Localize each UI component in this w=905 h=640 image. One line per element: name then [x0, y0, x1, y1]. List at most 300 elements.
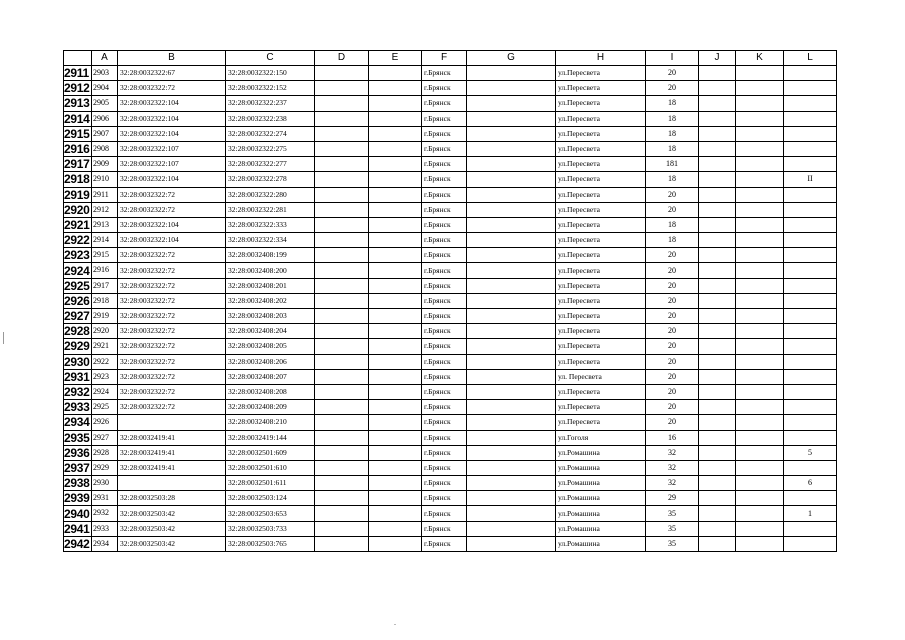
cell-h[interactable]: ул.Пересвета [556, 324, 646, 339]
cell-d[interactable] [315, 506, 369, 521]
cell-g[interactable] [467, 445, 556, 460]
cell-d[interactable] [315, 521, 369, 536]
cell-g[interactable] [467, 141, 556, 156]
cell-j[interactable] [699, 66, 736, 81]
cell-k[interactable] [736, 248, 784, 263]
cell-f[interactable]: г.Брянск [422, 384, 467, 399]
cell-k[interactable] [736, 384, 784, 399]
cell-d[interactable] [315, 354, 369, 369]
cell-g[interactable] [467, 354, 556, 369]
cell-h[interactable]: ул.Пересвета [556, 202, 646, 217]
cell-c[interactable]: 32:28:0032408:202 [226, 293, 315, 308]
cell-e[interactable] [369, 445, 422, 460]
row-number[interactable]: 2923 [64, 248, 90, 263]
cell-c[interactable]: 32:28:0032419:144 [226, 430, 315, 445]
cell-l[interactable] [784, 96, 837, 111]
row-number[interactable]: 2926 [64, 293, 90, 308]
cell-i[interactable]: 35 [646, 521, 699, 536]
column-header-l[interactable]: L [784, 51, 837, 66]
cell-h[interactable]: ул.Пересвета [556, 354, 646, 369]
cell-a[interactable]: 2914 [92, 233, 118, 248]
cell-i[interactable]: 20 [646, 293, 699, 308]
cell-b[interactable]: 32:28:0032322:104 [118, 126, 226, 141]
cell-j[interactable] [699, 384, 736, 399]
cell-h[interactable]: ул.Пересвета [556, 400, 646, 415]
cell-e[interactable] [369, 491, 422, 506]
cell-h[interactable]: ул.Пересвета [556, 384, 646, 399]
cell-a[interactable]: 2907 [92, 126, 118, 141]
cell-i[interactable]: 20 [646, 384, 699, 399]
cell-h[interactable]: ул.Пересвета [556, 339, 646, 354]
cell-f[interactable]: г.Брянск [422, 400, 467, 415]
cell-b[interactable]: 32:28:0032322:72 [118, 309, 226, 324]
cell-g[interactable] [467, 506, 556, 521]
cell-i[interactable]: 35 [646, 506, 699, 521]
cell-k[interactable] [736, 460, 784, 475]
cell-a[interactable]: 2910 [92, 172, 118, 187]
cell-l[interactable] [784, 202, 837, 217]
cell-j[interactable] [699, 172, 736, 187]
cell-g[interactable] [467, 111, 556, 126]
cell-f[interactable]: г.Брянск [422, 263, 467, 278]
cell-i[interactable]: 20 [646, 309, 699, 324]
row-number[interactable]: 2936 [64, 445, 90, 460]
cell-d[interactable] [315, 96, 369, 111]
cell-b[interactable]: 32:28:0032322:72 [118, 339, 226, 354]
cell-e[interactable] [369, 476, 422, 491]
cell-f[interactable]: г.Брянск [422, 157, 467, 172]
cell-k[interactable] [736, 339, 784, 354]
cell-c[interactable]: 32:28:0032322:277 [226, 157, 315, 172]
cell-h[interactable]: ул.Ромашина [556, 521, 646, 536]
cell-l[interactable] [784, 324, 837, 339]
cell-k[interactable] [736, 66, 784, 81]
cell-d[interactable] [315, 66, 369, 81]
cell-k[interactable] [736, 172, 784, 187]
cell-i[interactable]: 18 [646, 96, 699, 111]
cell-i[interactable]: 20 [646, 354, 699, 369]
row-number[interactable]: 2932 [64, 385, 90, 400]
cell-l[interactable] [784, 278, 837, 293]
cell-c[interactable]: 32:28:0032408:205 [226, 339, 315, 354]
cell-f[interactable]: г.Брянск [422, 309, 467, 324]
cell-l[interactable] [784, 187, 837, 202]
cell-j[interactable] [699, 354, 736, 369]
cell-i[interactable]: 18 [646, 172, 699, 187]
cell-d[interactable] [315, 324, 369, 339]
column-header-j[interactable]: J [699, 51, 736, 66]
cell-i[interactable]: 20 [646, 248, 699, 263]
cell-l[interactable] [784, 491, 837, 506]
row-number[interactable]: 2919 [64, 187, 90, 202]
cell-a[interactable]: 2932 [92, 506, 118, 521]
column-header-g[interactable]: G [467, 51, 556, 66]
cell-e[interactable] [369, 187, 422, 202]
cell-a[interactable]: 2929 [92, 460, 118, 475]
cell-b[interactable]: 32:28:0032322:72 [118, 248, 226, 263]
cell-c[interactable]: 32:28:0032408:200 [226, 263, 315, 278]
cell-f[interactable]: г.Брянск [422, 339, 467, 354]
cell-a[interactable]: 2930 [92, 476, 118, 491]
cell-e[interactable] [369, 66, 422, 81]
cell-g[interactable] [467, 476, 556, 491]
cell-f[interactable]: г.Брянск [422, 172, 467, 187]
cell-e[interactable] [369, 248, 422, 263]
cell-i[interactable]: 20 [646, 339, 699, 354]
cell-l[interactable]: 5 [784, 445, 837, 460]
cell-i[interactable]: 20 [646, 324, 699, 339]
cell-b[interactable]: 32:28:0032322:72 [118, 81, 226, 96]
cell-a[interactable]: 2924 [92, 384, 118, 399]
cell-k[interactable] [736, 354, 784, 369]
cell-a[interactable]: 2911 [92, 187, 118, 202]
cell-l[interactable] [784, 233, 837, 248]
cell-f[interactable]: г.Брянск [422, 233, 467, 248]
cell-d[interactable] [315, 445, 369, 460]
cell-b[interactable]: 32:28:0032503:42 [118, 536, 226, 551]
cell-i[interactable]: 20 [646, 415, 699, 430]
cell-d[interactable] [315, 430, 369, 445]
cell-h[interactable]: ул.Ромашина [556, 460, 646, 475]
cell-a[interactable]: 2903 [92, 66, 118, 81]
cell-h[interactable]: ул.Гоголя [556, 430, 646, 445]
cell-h[interactable]: ул.Пересвета [556, 293, 646, 308]
cell-j[interactable] [699, 233, 736, 248]
cell-l[interactable] [784, 415, 837, 430]
cell-a[interactable]: 2922 [92, 354, 118, 369]
cell-f[interactable]: г.Брянск [422, 369, 467, 384]
cell-b[interactable]: 32:28:0032322:72 [118, 354, 226, 369]
cell-e[interactable] [369, 415, 422, 430]
cell-l[interactable] [784, 248, 837, 263]
column-header-i[interactable]: I [646, 51, 699, 66]
cell-d[interactable] [315, 369, 369, 384]
cell-e[interactable] [369, 278, 422, 293]
cell-b[interactable]: 32:28:0032322:104 [118, 233, 226, 248]
cell-f[interactable]: г.Брянск [422, 248, 467, 263]
cell-l[interactable] [784, 66, 837, 81]
cell-k[interactable] [736, 233, 784, 248]
cell-k[interactable] [736, 309, 784, 324]
cell-f[interactable]: г.Брянск [422, 217, 467, 232]
cell-c[interactable]: 32:28:0032322:275 [226, 141, 315, 156]
cell-e[interactable] [369, 81, 422, 96]
cell-e[interactable] [369, 233, 422, 248]
cell-a[interactable]: 2928 [92, 445, 118, 460]
cell-g[interactable] [467, 384, 556, 399]
cell-j[interactable] [699, 96, 736, 111]
cell-h[interactable]: ул.Пересвета [556, 248, 646, 263]
cell-e[interactable] [369, 369, 422, 384]
cell-h[interactable]: ул.Ромашина [556, 491, 646, 506]
cell-l[interactable] [784, 217, 837, 232]
cell-k[interactable] [736, 445, 784, 460]
cell-j[interactable] [699, 521, 736, 536]
cell-c[interactable]: 32:28:0032501:610 [226, 460, 315, 475]
cell-h[interactable]: ул.Пересвета [556, 263, 646, 278]
cell-f[interactable]: г.Брянск [422, 293, 467, 308]
cell-j[interactable] [699, 263, 736, 278]
cell-h[interactable]: ул.Пересвета [556, 415, 646, 430]
row-number[interactable]: 2934 [64, 415, 90, 430]
cell-b[interactable]: 32:28:0032322:72 [118, 278, 226, 293]
cell-f[interactable]: г.Брянск [422, 66, 467, 81]
cell-j[interactable] [699, 111, 736, 126]
cell-b[interactable]: 32:28:0032322:104 [118, 172, 226, 187]
cell-j[interactable] [699, 217, 736, 232]
cell-h[interactable]: ул.Пересвета [556, 111, 646, 126]
cell-g[interactable] [467, 157, 556, 172]
cell-h[interactable]: ул.Пересвета [556, 187, 646, 202]
cell-d[interactable] [315, 476, 369, 491]
cell-f[interactable]: г.Брянск [422, 324, 467, 339]
cell-a[interactable]: 2906 [92, 111, 118, 126]
cell-h[interactable]: ул.Пересвета [556, 157, 646, 172]
cell-i[interactable]: 32 [646, 445, 699, 460]
cell-d[interactable] [315, 187, 369, 202]
cell-g[interactable] [467, 536, 556, 551]
cell-d[interactable] [315, 81, 369, 96]
cell-a[interactable]: 2934 [92, 536, 118, 551]
cell-h[interactable]: ул.Пересвета [556, 126, 646, 141]
cell-e[interactable] [369, 293, 422, 308]
cell-d[interactable] [315, 415, 369, 430]
cell-j[interactable] [699, 202, 736, 217]
cell-l[interactable] [784, 536, 837, 551]
cell-b[interactable]: 32:28:0032322:72 [118, 369, 226, 384]
row-number[interactable]: 2939 [64, 491, 90, 506]
cell-i[interactable]: 20 [646, 400, 699, 415]
cell-b[interactable] [118, 476, 226, 491]
row-number[interactable]: 2914 [64, 111, 90, 126]
cell-e[interactable] [369, 217, 422, 232]
cell-i[interactable]: 16 [646, 430, 699, 445]
cell-i[interactable]: 32 [646, 460, 699, 475]
cell-g[interactable] [467, 263, 556, 278]
cell-e[interactable] [369, 172, 422, 187]
cell-l[interactable] [784, 460, 837, 475]
cell-c[interactable]: 32:28:0032322:334 [226, 233, 315, 248]
cell-i[interactable]: 20 [646, 66, 699, 81]
cell-f[interactable]: г.Брянск [422, 81, 467, 96]
cell-a[interactable]: 2915 [92, 248, 118, 263]
row-number[interactable]: 2937 [64, 460, 90, 475]
cell-a[interactable]: 2916 [92, 263, 118, 278]
cell-c[interactable]: 32:28:0032503:733 [226, 521, 315, 536]
cell-a[interactable]: 2933 [92, 521, 118, 536]
cell-k[interactable] [736, 96, 784, 111]
cell-b[interactable]: 32:28:0032322:72 [118, 384, 226, 399]
cell-f[interactable]: г.Брянск [422, 491, 467, 506]
cell-i[interactable]: 20 [646, 369, 699, 384]
cell-i[interactable]: 18 [646, 141, 699, 156]
cell-b[interactable]: 32:28:0032419:41 [118, 445, 226, 460]
cell-l[interactable] [784, 400, 837, 415]
cell-c[interactable]: 32:28:0032408:208 [226, 384, 315, 399]
cell-h[interactable]: ул.Ромашина [556, 445, 646, 460]
cell-f[interactable]: г.Брянск [422, 536, 467, 551]
cell-l[interactable] [784, 369, 837, 384]
row-number[interactable]: 2928 [64, 324, 90, 339]
cell-d[interactable] [315, 233, 369, 248]
cell-k[interactable] [736, 157, 784, 172]
cell-g[interactable] [467, 293, 556, 308]
cell-d[interactable] [315, 202, 369, 217]
cell-a[interactable]: 2923 [92, 369, 118, 384]
cell-i[interactable]: 35 [646, 536, 699, 551]
cell-a[interactable]: 2913 [92, 217, 118, 232]
cell-j[interactable] [699, 415, 736, 430]
cell-d[interactable] [315, 384, 369, 399]
cell-h[interactable]: ул.Пересвета [556, 309, 646, 324]
cell-h[interactable]: ул.Пересвета [556, 66, 646, 81]
cell-e[interactable] [369, 430, 422, 445]
cell-g[interactable] [467, 278, 556, 293]
cell-k[interactable] [736, 506, 784, 521]
cell-f[interactable]: г.Брянск [422, 445, 467, 460]
cell-c[interactable]: 32:28:0032322:333 [226, 217, 315, 232]
cell-a[interactable]: 2919 [92, 309, 118, 324]
cell-e[interactable] [369, 126, 422, 141]
cell-c[interactable]: 32:28:0032322:274 [226, 126, 315, 141]
cell-d[interactable] [315, 111, 369, 126]
row-number[interactable]: 2918 [64, 172, 90, 187]
column-header-a[interactable]: A [92, 51, 118, 66]
cell-b[interactable]: 32:28:0032322:72 [118, 187, 226, 202]
cell-i[interactable]: 20 [646, 263, 699, 278]
cell-j[interactable] [699, 248, 736, 263]
cell-f[interactable]: г.Брянск [422, 476, 467, 491]
cell-g[interactable] [467, 415, 556, 430]
cell-k[interactable] [736, 126, 784, 141]
cell-k[interactable] [736, 217, 784, 232]
cell-k[interactable] [736, 521, 784, 536]
cell-d[interactable] [315, 460, 369, 475]
row-number[interactable]: 2917 [64, 157, 90, 172]
cell-d[interactable] [315, 491, 369, 506]
cell-d[interactable] [315, 400, 369, 415]
cell-b[interactable]: 32:28:0032322:104 [118, 217, 226, 232]
cell-e[interactable] [369, 96, 422, 111]
cell-g[interactable] [467, 491, 556, 506]
cell-j[interactable] [699, 460, 736, 475]
cell-e[interactable] [369, 157, 422, 172]
cell-l[interactable] [784, 384, 837, 399]
cell-e[interactable] [369, 536, 422, 551]
cell-k[interactable] [736, 491, 784, 506]
cell-k[interactable] [736, 430, 784, 445]
cell-j[interactable] [699, 476, 736, 491]
cell-l[interactable] [784, 293, 837, 308]
cell-h[interactable]: ул.Ромашина [556, 536, 646, 551]
cell-c[interactable]: 32:28:0032322:238 [226, 111, 315, 126]
cell-k[interactable] [736, 263, 784, 278]
cell-j[interactable] [699, 506, 736, 521]
cell-j[interactable] [699, 324, 736, 339]
cell-j[interactable] [699, 293, 736, 308]
cell-g[interactable] [467, 217, 556, 232]
cell-k[interactable] [736, 415, 784, 430]
cell-a[interactable]: 2921 [92, 339, 118, 354]
cell-c[interactable]: 32:28:0032503:765 [226, 536, 315, 551]
cell-i[interactable]: 20 [646, 278, 699, 293]
cell-l[interactable] [784, 263, 837, 278]
cell-e[interactable] [369, 339, 422, 354]
cell-l[interactable] [784, 354, 837, 369]
cell-a[interactable]: 2920 [92, 324, 118, 339]
cell-i[interactable]: 20 [646, 187, 699, 202]
cell-l[interactable] [784, 309, 837, 324]
cell-l[interactable]: 1 [784, 506, 837, 521]
cell-c[interactable]: 32:28:0032408:207 [226, 369, 315, 384]
row-number[interactable]: 2930 [64, 354, 90, 369]
cell-d[interactable] [315, 309, 369, 324]
cell-a[interactable]: 2905 [92, 96, 118, 111]
cell-d[interactable] [315, 339, 369, 354]
cell-d[interactable] [315, 263, 369, 278]
cell-j[interactable] [699, 536, 736, 551]
cell-b[interactable] [118, 415, 226, 430]
cell-j[interactable] [699, 339, 736, 354]
row-number[interactable]: 2940 [64, 506, 90, 521]
cell-k[interactable] [736, 141, 784, 156]
cell-l[interactable] [784, 111, 837, 126]
cell-b[interactable]: 32:28:0032503:42 [118, 521, 226, 536]
row-number[interactable]: 2913 [64, 96, 90, 111]
cell-b[interactable]: 32:28:0032322:72 [118, 324, 226, 339]
cell-l[interactable] [784, 157, 837, 172]
cell-g[interactable] [467, 96, 556, 111]
cell-e[interactable] [369, 263, 422, 278]
cell-e[interactable] [369, 460, 422, 475]
column-header-f[interactable]: F [422, 51, 467, 66]
cell-c[interactable]: 32:28:0032408:199 [226, 248, 315, 263]
cell-a[interactable]: 2909 [92, 157, 118, 172]
cell-j[interactable] [699, 157, 736, 172]
cell-i[interactable]: 32 [646, 476, 699, 491]
cell-k[interactable] [736, 536, 784, 551]
cell-f[interactable]: г.Брянск [422, 430, 467, 445]
cell-b[interactable]: 32:28:0032503:28 [118, 491, 226, 506]
cell-b[interactable]: 32:28:0032322:72 [118, 293, 226, 308]
cell-f[interactable]: г.Брянск [422, 460, 467, 475]
cell-k[interactable] [736, 369, 784, 384]
cell-h[interactable]: ул. Пересвета [556, 369, 646, 384]
cell-b[interactable]: 32:28:0032322:67 [118, 66, 226, 81]
cell-f[interactable]: г.Брянск [422, 111, 467, 126]
cell-c[interactable]: 32:28:0032408:210 [226, 415, 315, 430]
cell-e[interactable] [369, 400, 422, 415]
cell-d[interactable] [315, 248, 369, 263]
cell-k[interactable] [736, 111, 784, 126]
cell-l[interactable] [784, 430, 837, 445]
cell-c[interactable]: 32:28:0032322:280 [226, 187, 315, 202]
cell-f[interactable]: г.Брянск [422, 278, 467, 293]
row-number[interactable]: 2935 [64, 430, 90, 445]
cell-l[interactable] [784, 81, 837, 96]
cell-c[interactable]: 32:28:0032322:150 [226, 66, 315, 81]
cell-h[interactable]: ул.Пересвета [556, 172, 646, 187]
cell-l[interactable] [784, 339, 837, 354]
column-header-h[interactable]: H [556, 51, 646, 66]
cell-f[interactable]: г.Брянск [422, 187, 467, 202]
cell-b[interactable]: 32:28:0032503:42 [118, 506, 226, 521]
cell-i[interactable]: 18 [646, 217, 699, 232]
row-number[interactable]: 2942 [64, 536, 90, 551]
cell-c[interactable]: 32:28:0032408:204 [226, 324, 315, 339]
cell-c[interactable]: 32:28:0032503:653 [226, 506, 315, 521]
cell-g[interactable] [467, 324, 556, 339]
